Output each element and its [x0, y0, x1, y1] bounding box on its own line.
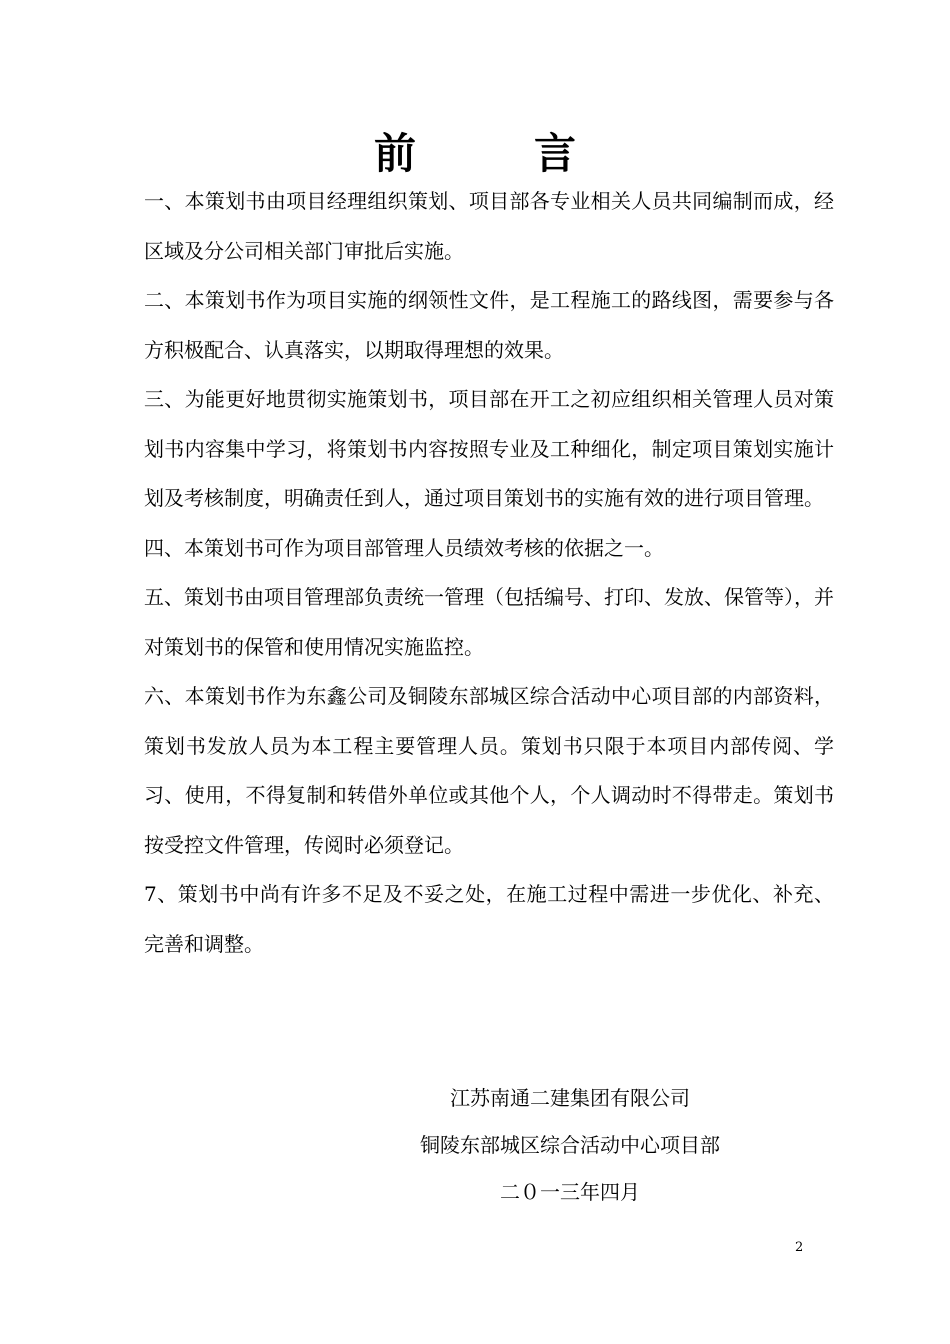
signature-block [380, 1075, 760, 1216]
signature-department: 铜陵东部城区综合活动中心项目部 [420, 1133, 720, 1157]
paragraph-3: 三、为能更好地贯彻实施策划书，项目部在开工之初应组织相关管理人员对策划书内容集中学习，将策划书内容按照专业及工种细化，制定项目策划实施计划及考核制度，明确责任到人，通过项目策划书的实施有效的进行项目管理。 [144, 387, 834, 510]
paragraph-4: 四、本策划书可作为项目部管理人员绩效考核的依据之一。 [144, 535, 664, 560]
page-title: 前 言 [373, 129, 614, 178]
preface-body [144, 177, 834, 969]
signature-date: 二０一三年四月 [500, 1180, 640, 1204]
page-number: 2 [795, 1240, 804, 1255]
paragraph-5: 五、策划书由项目管理部负责统一管理（包括编号、打印、发放、保管等），并对策划书的保管和使用情况实施监控。 [144, 585, 834, 659]
paragraph-1: 一、本策划书由项目经理组织策划、项目部各专业相关人员共同编制而成，经区域及分公司相关部门审批后实施。 [144, 189, 834, 263]
paragraph-6: 六、本策划书作为东鑫公司及铜陵东部城区综合活动中心项目部的内部资料，策划书发放人员为本工程主要管理人员。策划书只限于本项目内部传阅、学习、使用，不得复制和转借外单位或其他个人，个人调动时不得带走。策划书按受控文件管理，传阅时必须登记。 [144, 684, 834, 857]
signature-company: 江苏南通二建集团有限公司 [450, 1086, 690, 1110]
paragraph-7: 7、策划书中尚有许多不足及不妥之处，在施工过程中需进一步优化、补充、完善和调整。 [144, 882, 834, 956]
paragraph-2: 二、本策划书作为项目实施的纲领性文件，是工程施工的路线图，需要参与各方积极配合、认真落实，以期取得理想的效果。 [144, 288, 834, 362]
